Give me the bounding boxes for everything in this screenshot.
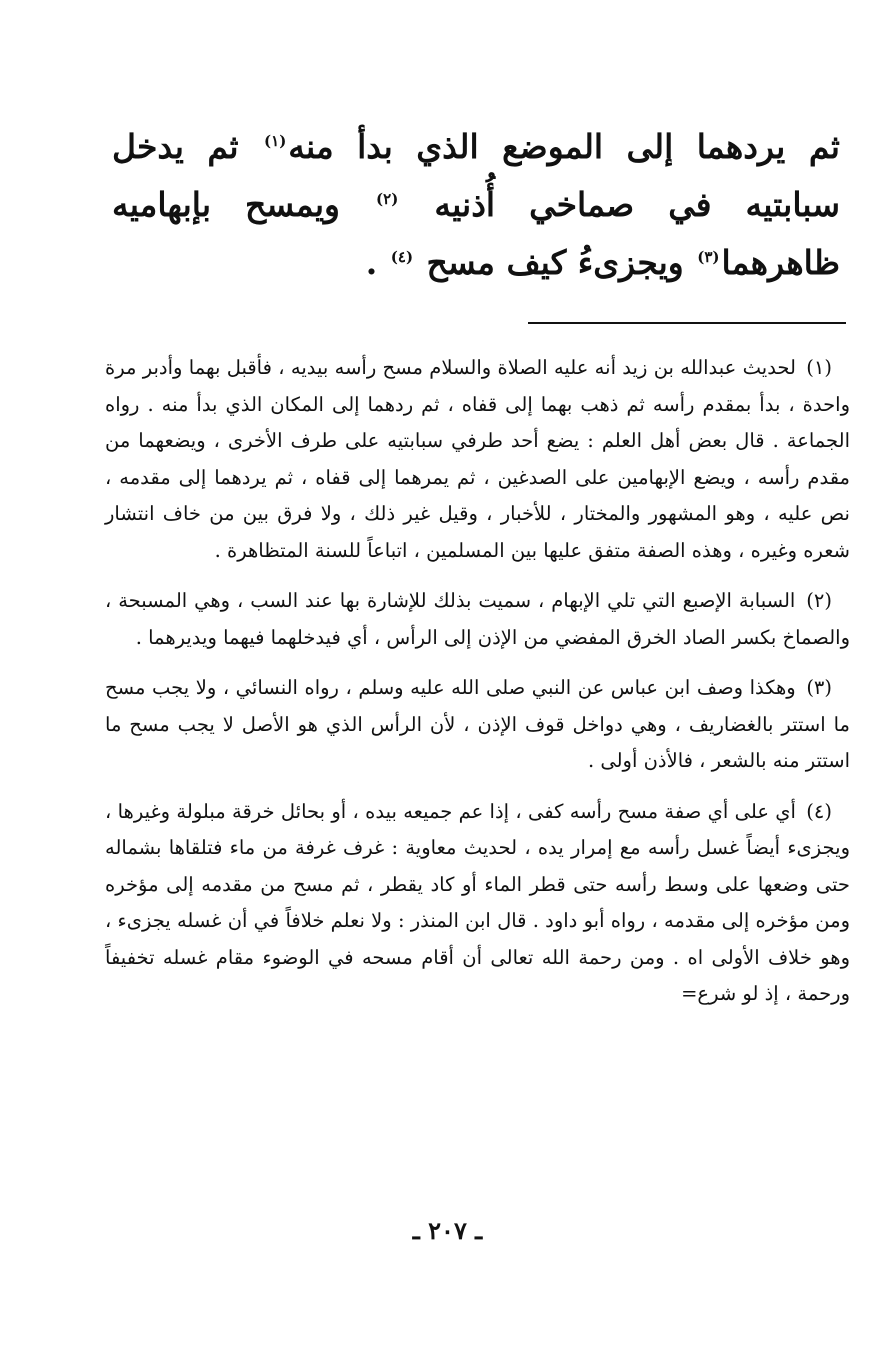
footnote-text: لحديث عبدالله بن زيد أنه عليه الصلاة والسلام مسح رأسه بيديه ، فأقبل بهما وأدبر مرة واحدة ، بدأ بمقدم رأسه ثم ذهب بهما إلى قفاه ، ثم ردهما إلى المكان الذي بدأ منه . رواه الجماعة . قال بعض أهل العلم : يضع أحد طرفي سبابتيه على طرف الأخرى ، ويضعهما من مقدم رأسه ، ويضع الإبهامين على الصدغين ، ثم يمرهما إلى قفاه ، ثم يردهما إلى مقدمه ، نص عليه ، وهو المشهور والمختار ، للأخبار ، وقيل غير ذلك ، ولا فرق بين من خاف انتشار شعره وغيره ، وهذه الصفة متفق عليها بين المسلمين ، اتباعاً للسنة المتظاهرة . (105, 356, 850, 562)
footnote-separator (528, 322, 846, 324)
main-text-segment: ثم يردهما إلى الموضع الذي بدأ منه (288, 127, 840, 166)
footnote-reference: (٤) (390, 248, 414, 266)
footnote-number: (٢) (806, 589, 832, 612)
main-text-segment: ثم يدخل سبابتيه في صماخي أُذنيه (112, 127, 840, 224)
footnote-reference: (١) (264, 132, 287, 150)
page-number: ـ ٢٠٧ ـ (412, 1216, 483, 1245)
main-text-segment: ويجزىءُ كيف مسح (426, 243, 684, 282)
footnote (105, 350, 850, 569)
main-text-segment: ويمسح بإبهاميه ظاهرهما (112, 185, 840, 282)
footnote (105, 670, 850, 780)
main-paragraph (112, 118, 840, 292)
footnote-reference: (٢) (376, 190, 399, 208)
footnote-reference: (٣) (697, 248, 720, 266)
footnote (105, 794, 850, 1013)
footnotes (105, 350, 850, 1027)
footnote-number: (١) (806, 356, 832, 379)
footnote-number: (٤) (806, 799, 832, 823)
main-text (112, 118, 840, 292)
footnote-number: (٣) (806, 676, 833, 699)
footnote (105, 583, 850, 656)
footnote-text: أي على أي صفة مسح رأسه كفى ، إذا عم جميعه بيده ، أو بحائل خرقة مبلولة وغيرها ، ويجزىء أيضاً غسل رأسه مع إمرار يده ، لحديث معاوية : غرف غرفة من ماء فتلقاها بشماله حتى وضعها على وسط رأسه حتى قطر الماء أو كاد يقطر ، ثم مسح من مقدمه إلى مؤخره ومن مؤخره إلى مقدمه ، رواه أبو داود . قال ابن المنذر : ولا نعلم خلافاً في أن غسله يجزىء ، وهو خلاف الأولى اه . ومن رحمة الله تعالى أن أقام مسحه في الوضوء مقام غسله تخفيفاً ورحمة ، إذ لو شرع= (105, 799, 850, 1005)
footnote-text: وهكذا وصف ابن عباس عن النبي صلى الله عليه وسلم ، رواه النسائي ، ولا يجب مسح ما استتر بالغضاريف ، وهي دواخل قوف الإذن ، لأن الرأس الذي هو الأصل لا يجب مسح ما استتر منه بالشعر ، فالأذن أولى . (105, 676, 850, 772)
main-text-segment: . (365, 243, 378, 282)
footnote-text: السبابة الإصبع التي تلي الإبهام ، سميت بذلك للإشارة بها عند السب ، وهي المسبحة ، والصماخ بكسر الصاد الخرق المفضي من الإذن إلى الرأس ، أي فيدخلهما فيهما ويديرهما . (105, 589, 850, 649)
